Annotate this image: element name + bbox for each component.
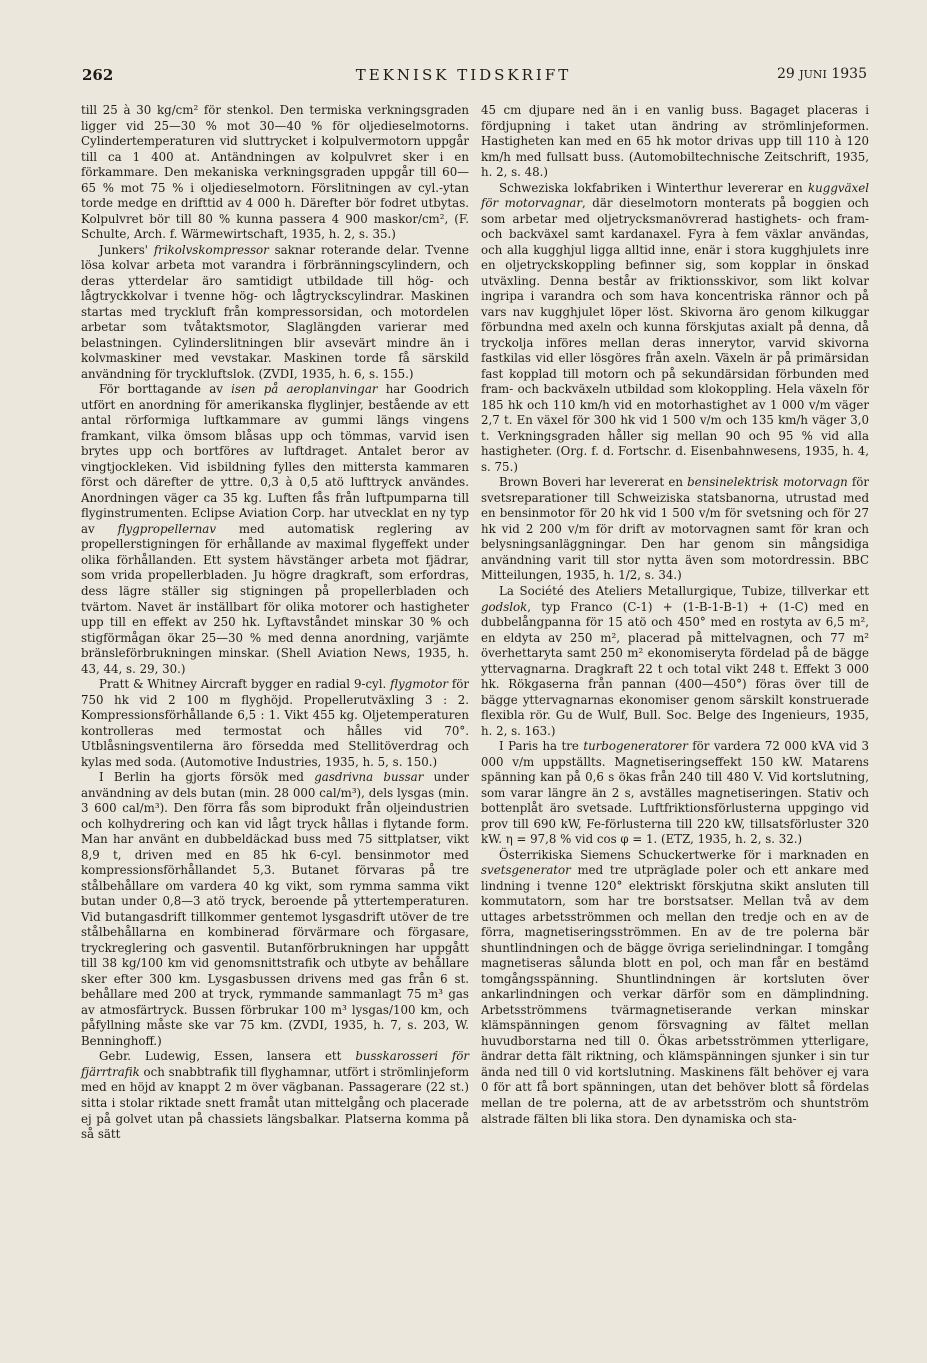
- italic-term: kuggväxel för motorvagnar: [481, 180, 869, 211]
- text-run: I Paris ha tre: [499, 739, 584, 754]
- paragraph-r1: [481, 103, 869, 181]
- paragraph-l3: [81, 382, 469, 677]
- text-run: Pratt & Whitney Aircraft bygger en radial 9-cyl.: [99, 677, 391, 692]
- text-run: och snabbtrafik till flyghamnar, utfört i strömlinjeform med en höjd av knappt 2 m över vägbanan. Passagerare (22 st.) sitta i stolar riktade snett framåt utan mittelgång och placerade ej på golvet utan på chassiets längsbalkar. Platserna komma på så sätt: [81, 1064, 469, 1142]
- paragraph-r6: [481, 848, 869, 1127]
- text-run: För borttagande av: [99, 382, 232, 397]
- text-run: med automatisk reglering av propellerstigningen för erhållande av maximal flygeffekt under olika förhållanden. Ett system hävstänger arbeta mot fjädrar, som vrida propellerbladen. Ju högre dragkraft, som erfordras, dess lägre ställer sig stigningen på propellerbladen och tvärtom. Navet är inställbart för olika motorer och hastigheter upp till en effekt av 250 hk. Lyftavståndet minskar 30 % och stigförmågan ökar 25—30 % med denna anordning, varjämte bränsleförbrukningen minskar. (Shell Aviation News, 1935, h. 43, 44, s. 29, 30.): [81, 521, 469, 676]
- italic-term: frikolvskompressor: [153, 242, 269, 257]
- italic-term: godslok: [481, 599, 528, 614]
- italic-term: svetsgenerator: [481, 863, 571, 878]
- text-run: , där dieselmotorn monterats på boggien och som arbetar med oljetrycksmanövrerad hastighets- och fram- och backväxel samt kardanaxel. Fyra à fem växlar användas, och alla kugghjul ligga alltid inne, enär i stora kugghjulets inre en oljetryckskoppling befinner sig, som kopplar in önskad utväxling. Denna består av friktionsskivor, som likt kolvar ingripa i varandra och som hava koncentriska rännor och på vars nav kugghjulet löper löst. Skivorna äro genom kilkuggar förbundna med axeln och kunna förskjutas axialt på denna, då tryckolja införes mellan deras innerytor, varvid skivorna fastkilas vid eller lösgöres från axeln. Växeln är på primärsidan fast kopplad till motorn och på sekundärsidan förbunden med fram- och backväxeln utbildad som klokoppling. Hela växeln för 185 hk och 110 km/h vid en motorhastighet av 1 000 v/m väger 2,7 t. En växel för 300 hk vid 1 500 v/m och 135 km/h väger 3,0 t. Verkningsgraden håller sig mellan 90 och 95 % vid alla hastigheter. (Org. f. d. Fortschr. d. Eisenbahnwesens, 1935, h. 4, s. 75.): [481, 196, 869, 474]
- paragraph-r4: [481, 584, 869, 739]
- text-run: La Société des Ateliers Metallurgique, Tubize, tillverkar ett: [499, 583, 869, 598]
- italic-term: flygmotor: [390, 677, 448, 692]
- issue-month: JUNI: [799, 68, 827, 81]
- text-run: Schweziska lokfabriken i Winterthur levererar en: [499, 180, 809, 195]
- text-run: Gebr. Ludewig, Essen, lansera ett: [99, 1049, 356, 1064]
- right-column: [481, 103, 869, 1127]
- paragraph-l1: [81, 103, 469, 243]
- text-run: Brown Boveri har levererat en: [499, 475, 688, 490]
- text-run: under användning av dels butan (min. 28 000 cal/m³), dels lysgas (min. 3 600 cal/m³). Den förra fås som biprodukt från oljeindustrien och kolhydrering och kan vid lågt tryck hållas i flytande form. Man har använt en dubbeldäckad buss med 75 sittplatser, vikt 8,9 t, driven med en 85 hk 6-cyl. bensinmotor med kompressionsförhållandet 5,3. Butanet förvaras på tre stålbehållare om vardera 40 kg vikt, som rymma samma vikt butan under 0,8—3 atö tryck, beroende på yttertemperaturen. Vid butangasdrift tillkommer gentemot lysgasdrift utöver de tre stålbehållarna en kombinerad förvärmare och förgasare, tryckreglering och gasventil. Butanförbrukningen har uppgått till 38 kg/100 km vid genomsnittstrafik och utbyte av behållare sker efter 300 km. Lysgasbussen drivens med gas från 6 st. behållare med 200 at tryck, rymmande sammanlagt 75 m³ gas av atmosfärtryck. Bussen förbrukar 100 m³ lysgas/100 km, och påfyllning måste ske var 75 km. (ZVDI, 1935, h. 7, s. 203, W. Benninghoff.): [81, 770, 470, 1048]
- text-run: , typ Franco (C-1) + (1-B-1-B-1) + (1-C) med en dubbelångpanna för 15 atö och 450° med en rostyta av 6,5 m², en eldyta av 250 m², placerad på mittelvagnen, och 77 m² överhettaryta samt 250 m² ekonomiseryta fördelad på de bägge yttervagnarna. Dragkraft 22 t och total vikt 248 t. Effekt 3 000 hk. Rökgaserna från pannan (400—450°) föras över till de bägge yttervagnarnas ekonomiser genom särskilt konstruerade flexibla rör. Gu de Wulf, Bull. Soc. Belge des Ingenieurs, 1935, h. 2, s. 163.): [481, 599, 869, 738]
- italic-term: gasdrivna bussar: [314, 770, 424, 785]
- text-run: för vardera 72 000 kVA vid 3 000 v/m uppställts. Magnetiseringseffekt 150 kW. Matarens spänning kan på 0,6 s ökas från 240 till 480 V. Vid kortslutning, som varar längre än 2 s, avställes magnetiseringen. Stativ och bottenplåt äro svetsade. Luftfriktionsförlusterna uppgingo vid prov till 690 kW, Fe-förlusterna till 220 kW, tillsatsförluster 320 kW. η = 97,8 % vid cos φ = 1. (ETZ, 1935, h. 2, s. 32.): [481, 739, 869, 847]
- text-run: för 750 hk vid 2 100 m flyghöjd. Propellerutväxling 3 : 2. Kompressionsförhållande 6,5 : 1. Vikt 455 kg. Oljetemperaturen kontrolleras med termostat och hålles vid 70°. Utblåsningsventilerna äro försedda med Stellitöverdrag och kylas med soda. (Automotive Industries, 1935, h. 5, s. 150.): [81, 677, 470, 769]
- text-run: har Goodrich utfört en anordning för amerikanska flyglinjer, bestående av ett antal rörformiga luftkammare av gummi längs vingens framkant, vilka ömsom blåsas upp och tömmas, varvid isen brytes upp och bortföres av luftdraget. Antalet beror av vingtjockleken. Vid isbildning fylles den mittersta kammaren först och därefter de yttre. 0,3 à 0,5 atö lufttryck användes. Anordningen väger ca 35 kg. Luften fås från luftpumparna till flyginstrumenten. Eclipse Aviation Corp. har utvecklat en ny typ av: [81, 382, 469, 536]
- paragraph-l6: [81, 1049, 469, 1142]
- issue-day: 29: [776, 66, 795, 82]
- paragraph-r2: [481, 181, 869, 476]
- italic-term: isen på aeroplanvingar: [231, 382, 378, 397]
- text-run: till 25 à 30 kg/cm² för stenkol. Den termiska verkningsgraden ligger vid 25—30 % mot 30—40 % för oljedieselmotorns. Cylindertemperaturen vid sluttrycket i kolpulvermotorn uppgår till ca 1 400 at. Antändningen av kolpulvret sker i en förkammare. Den mekaniska verkningsgraden uppgår till 60—65 % mot 75 % i oljedieselmotorn. Förslitningen av cyl.-ytan torde medge en drifttid av 4 000 h. Därefter bör fodret utbytas. Kolpulvret bör till 80 % kunna passera 4 900 maskor/cm², (F. Schulte, Arch. f. Wärmewirtschaft, 1935, h. 2, s. 35.): [81, 103, 469, 242]
- page-number: 262: [82, 66, 114, 84]
- issue-year: 1935: [831, 66, 867, 82]
- issue-date: [777, 66, 867, 82]
- page-header: [0, 66, 927, 90]
- text-run: Österrikiska Siemens Schuckertwerke för i marknaden en: [499, 847, 869, 862]
- italic-term: bensinelektrisk motorvagn: [687, 475, 848, 490]
- italic-term: flygpropellernav: [117, 521, 216, 536]
- text-run: saknar roterande delar. Tvenne lösa kolvar arbeta mot varandra i förbränningscylindern, och deras ytterdelar äro samtidigt utbildade till hög- och lågtryckkolvar i tvenne hög- och lågtryckscylindrar. Maskinen startas med tryckluft från kompressorsidan, och motordelen arbetar som tvåtaktsmotor, Slaglängden varierar med belastningen. Cylinderslitningen blir avsevärt mindre än i kolvmaskiner med vevstakar. Maskinen torde få särskild användning för tryckluftslok. (ZVDI, 1935, h. 6, s. 155.): [81, 242, 469, 381]
- paragraph-r3: [481, 475, 869, 584]
- paragraph-l2: [81, 243, 469, 383]
- paragraph-l5: [81, 770, 469, 1049]
- text-run: Junkers': [99, 242, 154, 257]
- paragraph-r5: [481, 739, 869, 848]
- text-run: för svetsreparationer till Schweiziska statsbanorna, utrustad med en bensinmotor för 20 hk vid 1 500 v/m för svetsning och för 27 hk vid 2 200 v/m för drift av motorvagnen samt för kran och belysningsanläggningar. Den har genom sin mångsidiga användning varit till stor nytta även som motordressin. BBC Mitteilungen, 1935, h. 1/2, s. 34.): [481, 475, 870, 583]
- left-column: [81, 103, 469, 1143]
- text-run: med tre utpräglade poler och ett ankare med lindning i tvenne 120° elektriskt förskjutna skikt ansluten till kommutatorn, som har tre borstsatser. Mellan två av dem uttages arbetsströmmen och mellan den tredje och en av de förra, magnetiseringsströmmen. En av de tre polerna bär shuntlindningen och de bägge övriga serielindningar. I tomgång magnetiseras sålunda blott en pol, och man får en bestämd tomgångsspänning. Shuntlindningen är kortsluten över ankarlindningen och verkar därför som en dämplindning. Arbetsströmmens tvärmagnetiserande verkan minskar klämspänningen genom försvagning av fältet mellan huvudborstarna ned till 0. Ökas arbetsströmmen ytterligare, ändrar detta fält riktning, och klämspänningen sjunker i sin tur ända ned till 0 vid kortslutning. Maskinens fält behöver ej vara 0 för att få bort spänningen, utan det behöver blott så fördelas mellan de tre polerna, att de av arbetsström och shuntström alstrade fälten bli lika stora. Den dynamiska och sta-: [481, 863, 869, 1126]
- paragraph-l4: [81, 677, 469, 770]
- italic-term: busskarosseri för fjärrtrafik: [81, 1049, 470, 1079]
- journal-title: TEKNISK TIDSKRIFT: [355, 66, 572, 84]
- text-run: I Berlin ha gjorts försök med: [99, 770, 315, 785]
- text-run: 45 cm djupare ned än i en vanlig buss. Bagaget placeras i fördjupning i taket utan ändring av strömlinjeformen. Hastigheten kan med en 65 hk motor drivas upp till 110 à 120 km/h med fullsatt buss. (Automobiltechnische Zeitschrift, 1935, h. 2, s. 48.): [481, 103, 869, 180]
- italic-term: turbogeneratorer: [583, 739, 688, 754]
